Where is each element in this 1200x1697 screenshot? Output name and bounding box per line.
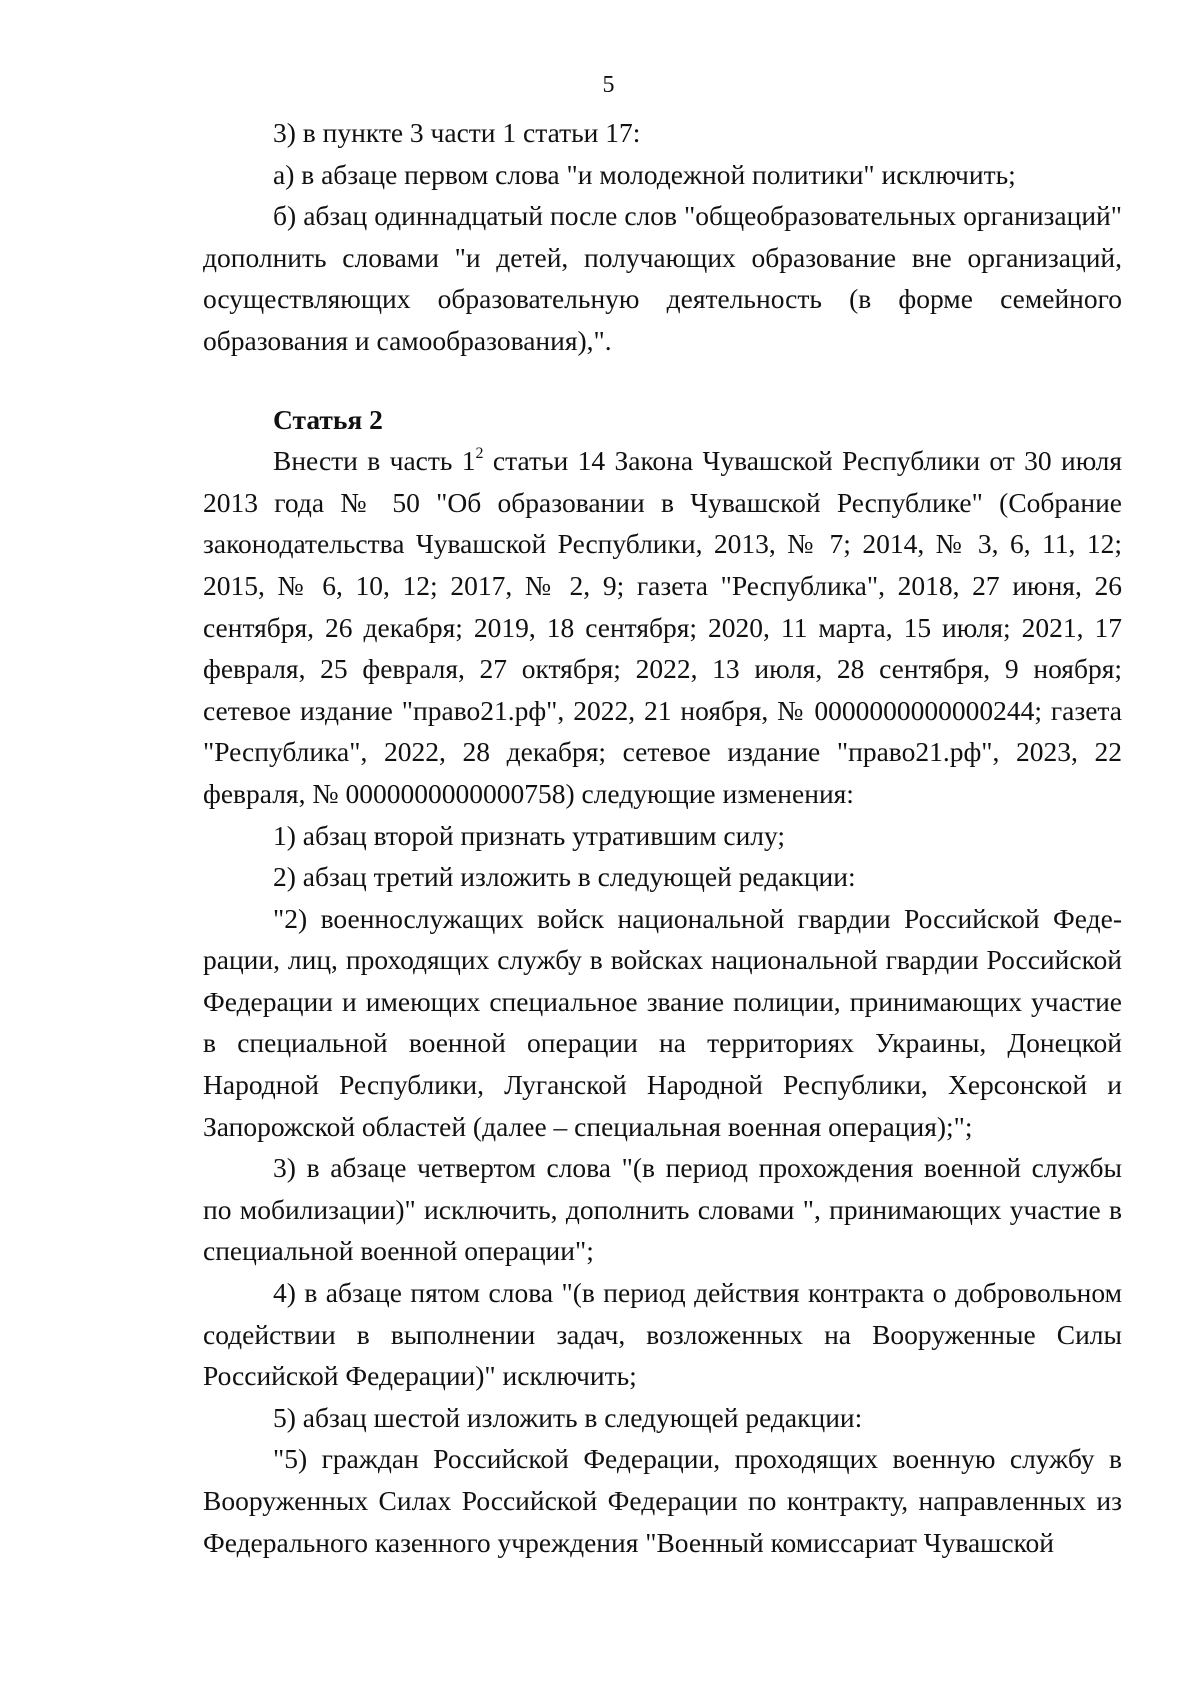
article-2-item-3: 3) в абзаце четвертом слова "(в период прохождения военной службы по мобилизации)" исключить, дополнить словами ", принимающих участие в специальной военной операции"; — [203, 1152, 1122, 1267]
article-2-item-2: 2) абзац третий изложить в следующей редакции: — [273, 861, 856, 893]
article-2-intro-rest: статьи 14 Закона Чувашской Республики от 30 июля 2013 года № 50 "Об образовании в Чувашской Республике" (Собрание законодательства Чувашской Республики, 2013, № 7; 2014, № 3, 6, 11, 12; 2015, № 6, 10, 12; 2017, № 2, 9; газета "Республика", 2018, 27 июня, 26 сентября, 26 декабря; 2019, 18 сентября; 2020, 11 марта, 15 июля; 2021, 17 февраля, 25 февраля, 27 октября; 2022, 13 июля, 28 сентября, 9 ноября; сетевое издание "право21.рф", 2022, 21 ноября, № 0000000000000244; газета "Республика", 2022, 28 декабря; сетевое издание "право21.рф", 2023, 22 февраля, № 0000000000000758) следующие изменения: — [203, 445, 1122, 809]
article-2-intro-start: Внести в часть 1 — [273, 445, 476, 477]
article-2-item-4: 4) в абзаце пятом слова "(в период действия контракта о добровольном содействии в выполнении задач, возложенных на Вооруженные Силы Российской Федерации)" исключить; — [203, 1277, 1122, 1392]
article-2-heading: Статья 2 — [273, 403, 383, 435]
article-2-item-1: 1) абзац второй признать утратившим силу; — [273, 819, 786, 851]
document-body — [203, 112, 1122, 1563]
article-2-item-2-text: "2) военнослужащих войск национальной гвардии Российской Федерации, лиц, проходящих службу в войсках национальной гвардии Российской Федерации и имеющих специальное звание полиции, принимающих участие в специальной военной операции на территориях Украины, Донецкой Народной Республики, Луганской Народной Республики, Херсонской и Запорожской областей (далее – специальная военная операция);"; — [203, 902, 1122, 1142]
amendment-subitem-a: а) в абзаце первом слова "и молодежной политики" исключить; — [273, 158, 1016, 190]
amendment-item-3: 3) в пункте 3 части 1 статьи 17: — [273, 117, 641, 148]
superscript: 2 — [475, 445, 484, 462]
article-2-item-5-text: "5) граждан Российской Федерации, проходящих военную службу в Вооруженных Силах Российской Федерации по контракту, направленных из Федерального казенного учреждения "Военный комиссариат Чувашской — [203, 1443, 1122, 1558]
article-2-item-5: 5) абзац шестой изложить в следующей редакции: — [273, 1401, 863, 1433]
page-number: 5 — [602, 72, 615, 98]
article-2-intro — [203, 440, 1122, 814]
amendment-subitem-b: б) абзац одиннадцатый после слов "общеобразовательных организаций" дополнить словами "и детей, получающих образование вне организаций, осуществляющих образовательную деятельность (в форме семейного образования и самообразования),". — [203, 200, 1122, 356]
